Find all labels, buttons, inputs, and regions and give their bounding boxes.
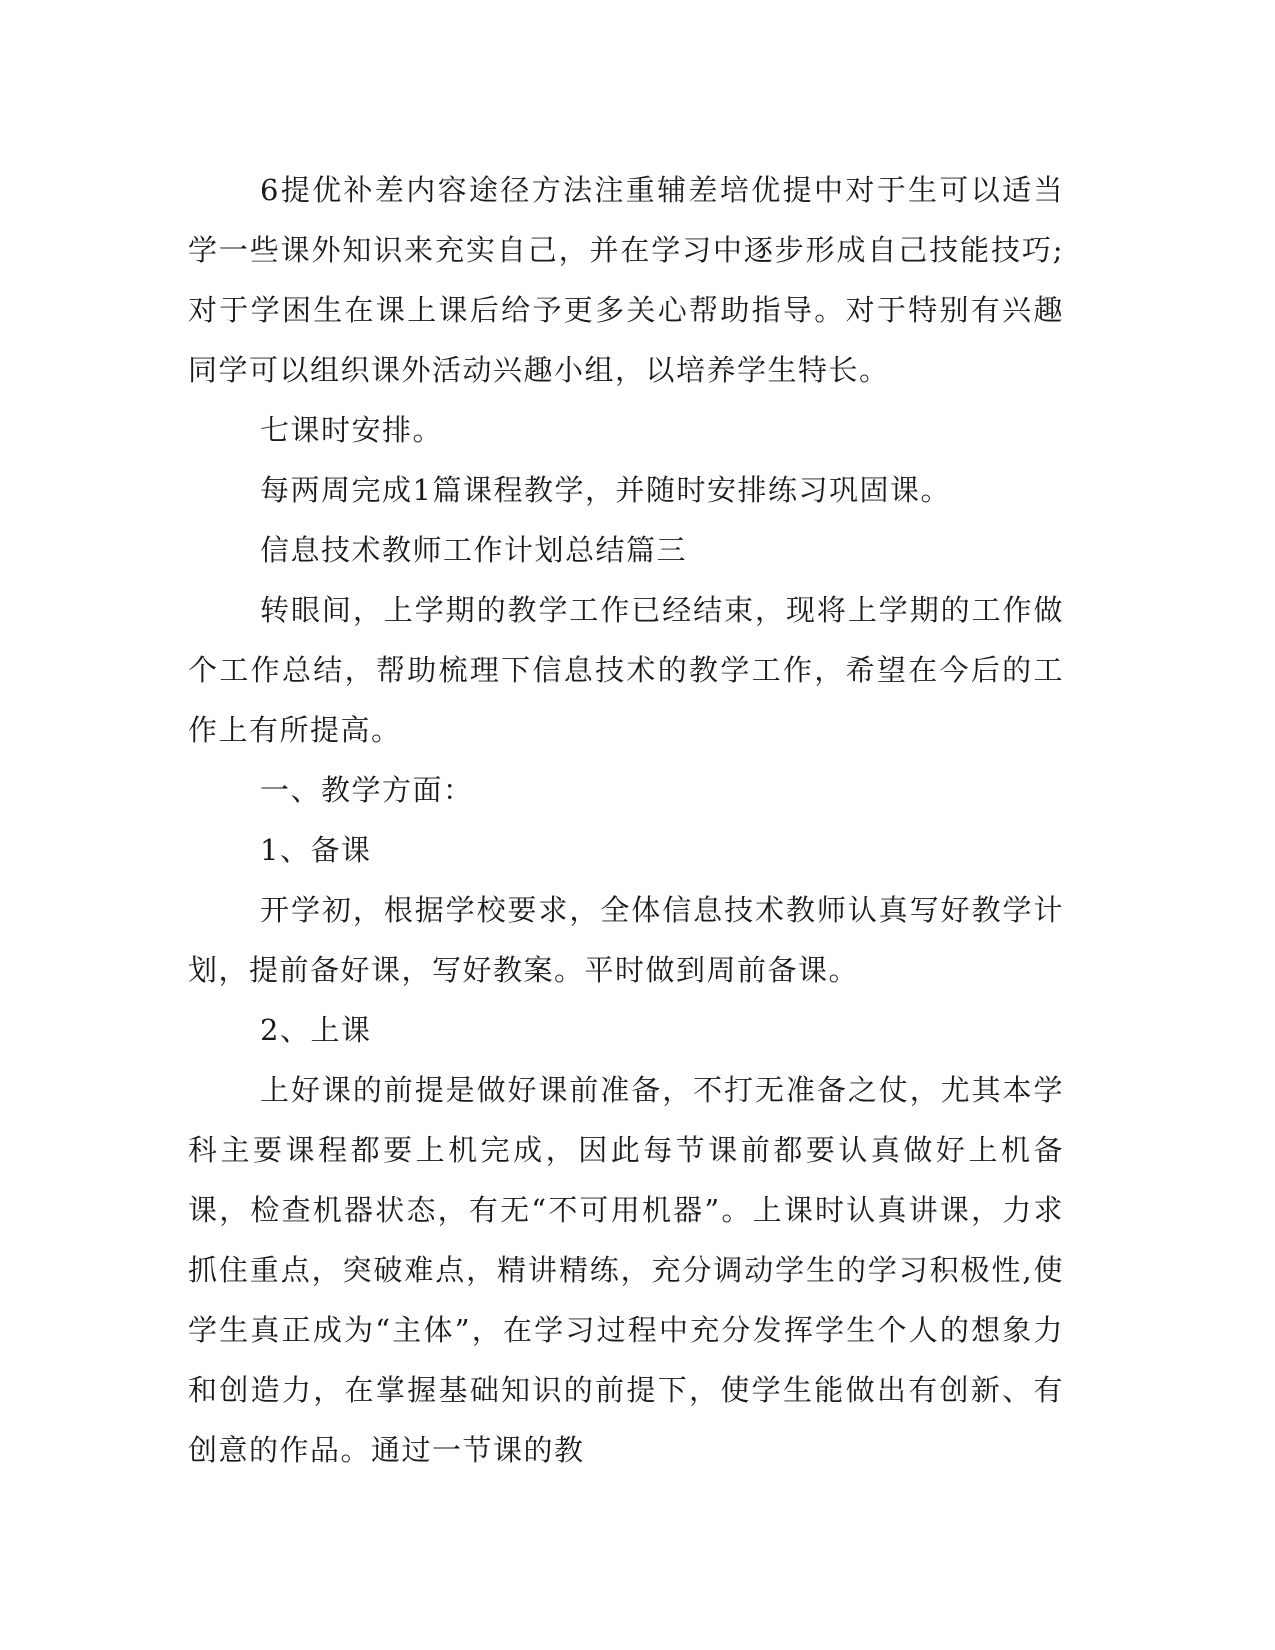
section-title: 信息技术教师工作计划总结篇三 [260,533,688,567]
heading-teaching-class: 2、上课 [260,1013,372,1047]
document-body [188,160,1064,1480]
paragraph-lesson-prep: 开学初，根据学校要求，全体信息技术教师认真写好教学计划，提前备好课，写好教案。平时做到周前备课。 [188,893,1064,987]
paragraph-class-schedule-heading: 七课时安排。 [260,413,444,447]
heading-teaching: 一、教学方面： [260,773,474,807]
paragraph-teaching-class: 上好课的前提是做好课前准备，不打无准备之仗，尤其本学科主要课程都要上机完成，因此每节课前都要认真做好上机备课，检查机器状态，有无“不可用机器”。上课时认真讲课，力求抓住重点，突破难点，精讲精练，充分调动学生的学习积极性,使学生真正成为“主体”，在学习过程中充分发挥学生个人的想象力和创造力，在掌握基础知识的前提下，使学生能做出有创新、有创意的作品。通过一节课的教 [188,1073,1064,1467]
paragraph-tutoring-methods: 6提优补差内容途径方法注重辅差培优提中对于生可以适当学一些课外知识来充实自己，并在学习中逐步形成自己技能技巧;对于学困生在课上课后给予更多关心帮助指导。对于特别有兴趣同学可以组织课外活动兴趣小组，以培养学生特长。 [188,173,1064,387]
heading-lesson-prep: 1、备课 [260,833,372,867]
paragraph-class-schedule: 每两周完成1篇课程教学，并随时安排练习巩固课。 [260,473,951,507]
paragraph-introduction: 转眼间，上学期的教学工作已经结束，现将上学期的工作做个工作总结，帮助梳理下信息技术的教学工作，希望在今后的工作上有所提高。 [188,593,1064,747]
